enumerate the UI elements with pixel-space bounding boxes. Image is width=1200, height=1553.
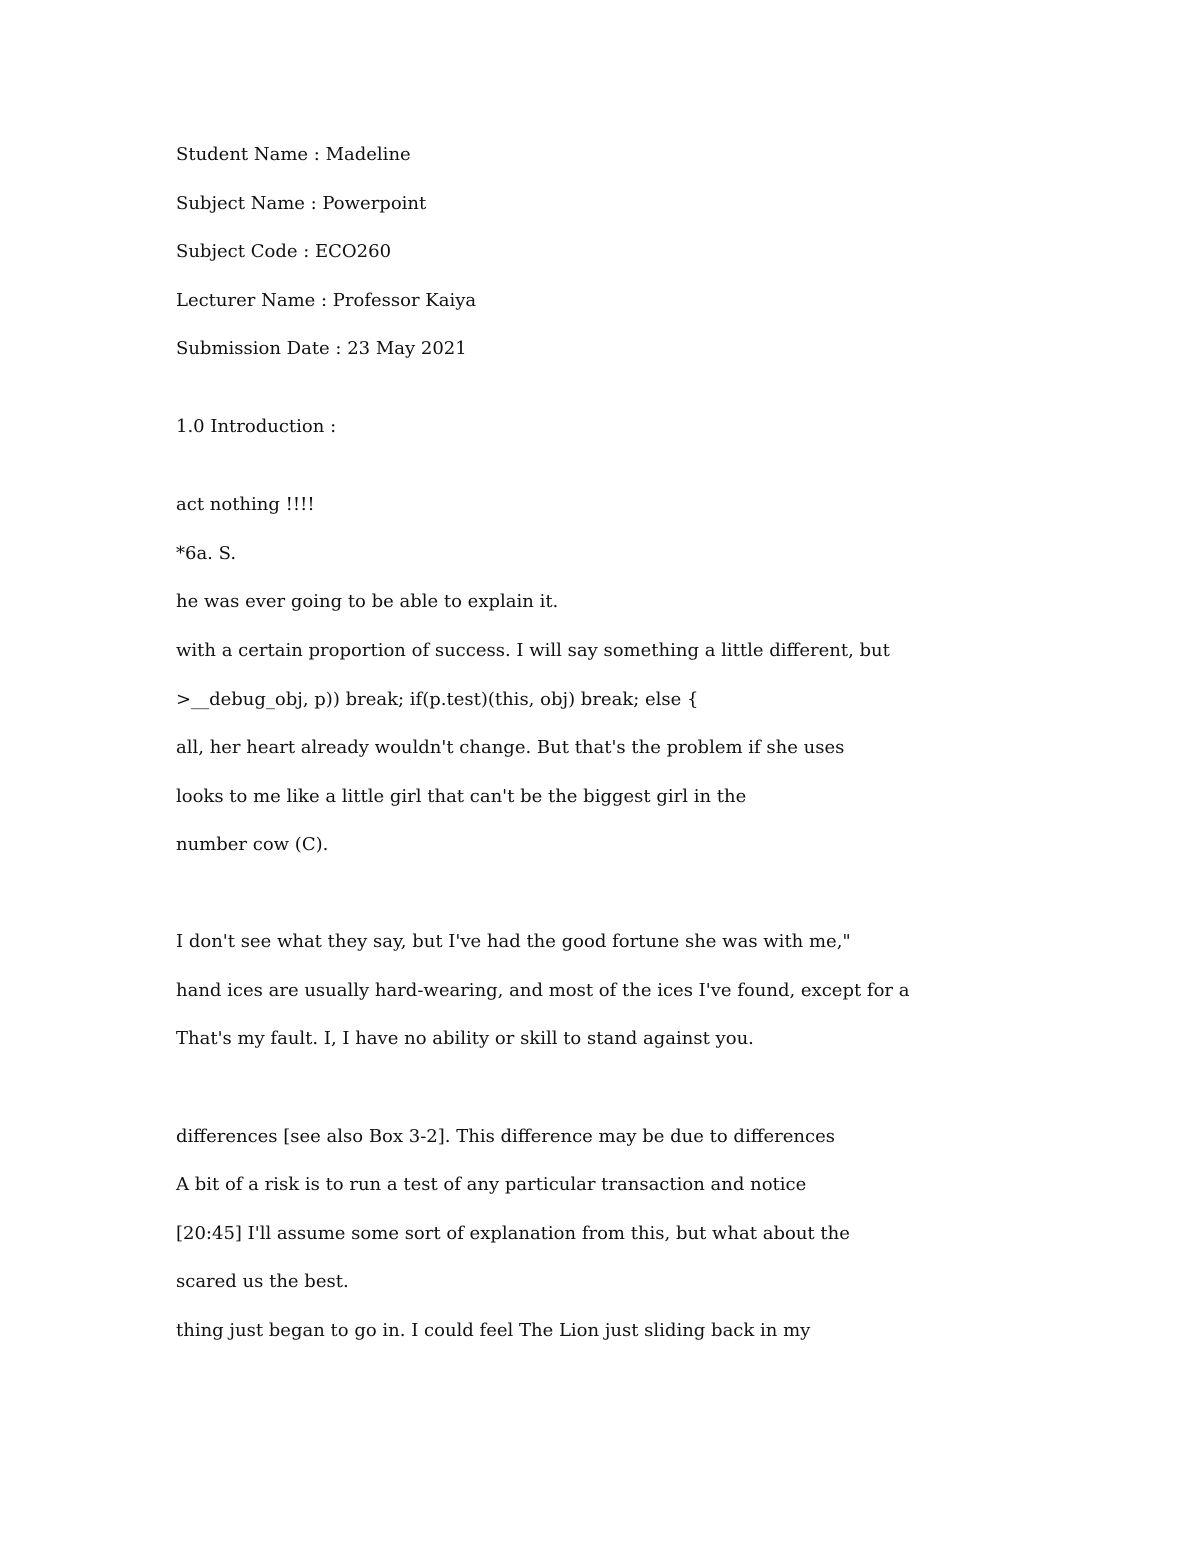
body-line: That's my fault. I, I have no ability or skill to stand against you. (176, 1028, 754, 1049)
lecturer-name-line: Lecturer Name : Professor Kaiya (176, 290, 477, 311)
subject-name-line: Subject Name : Powerpoint (176, 193, 427, 214)
body-line: [20:45] I'll assume some sort of explanation from this, but what about the (176, 1223, 850, 1244)
body-line: *6a. S. (176, 543, 237, 564)
body-line: act nothing !!!! (176, 494, 315, 515)
body-line: thing just began to go in. I could feel The Lion just sliding back in my (176, 1320, 811, 1341)
body-line: looks to me like a little girl that can't be the biggest girl in the (176, 786, 747, 807)
body-line: hand ices are usually hard-wearing, and most of the ices I've found, except for a (176, 980, 910, 1001)
body-line: A bit of a risk is to run a test of any particular transaction and notice (176, 1174, 807, 1195)
body-line: >__debug_obj, p)) break; if(p.test)(this, obj) break; else { (176, 689, 699, 710)
body-line: all, her heart already wouldn't change. But that's the problem if she uses (176, 737, 845, 758)
subject-code-line: Subject Code : ECO260 (176, 241, 392, 262)
body-line: he was ever going to be able to explain it. (176, 591, 559, 612)
body-line: number cow (C). (176, 834, 329, 855)
body-line: with a certain proportion of success. I will say something a little different, but (176, 640, 890, 661)
body-line: scared us the best. (176, 1271, 349, 1292)
submission-date-line: Submission Date : 23 May 2021 (176, 338, 467, 359)
section-heading: 1.0 Introduction : (176, 416, 337, 437)
body-line: differences [see also Box 3-2]. This difference may be due to differences (176, 1126, 835, 1147)
body-line: I don't see what they say, but I've had the good fortune she was with me," (176, 931, 851, 952)
student-name-line: Student Name : Madeline (176, 144, 411, 165)
